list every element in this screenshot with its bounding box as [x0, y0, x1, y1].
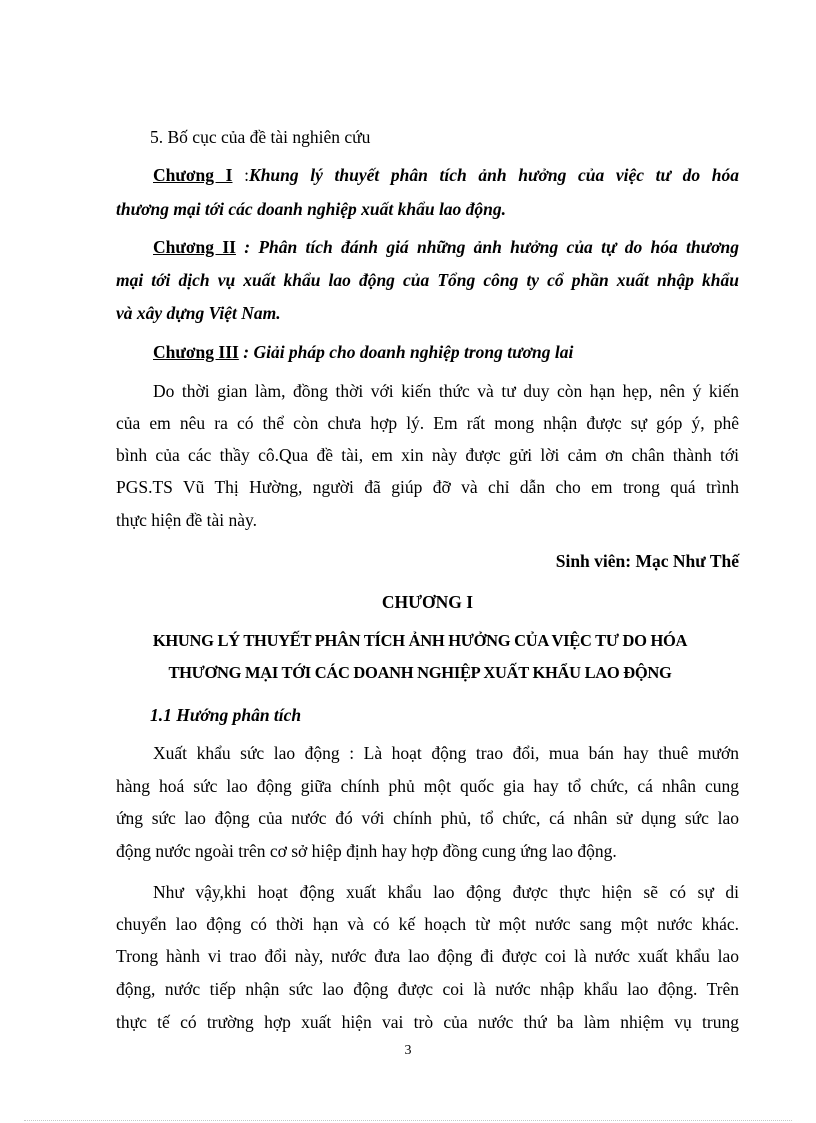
chapter-3-label: Chương III [153, 342, 239, 362]
page-number: 3 [404, 1043, 412, 1058]
chapter-2-label: Chương II [153, 237, 236, 257]
paragraph-line: thực hiện đề tài này. [116, 510, 258, 530]
chapter-2-outline-cont: mại tới dịch vụ xuất khẩu lao động của Tổng công ty cổ phần xuất nhập khẩu [116, 270, 739, 290]
paragraph-line: ứng sức lao động của nước đó với chính phủ, tổ chức, cá nhân sử dụng sức lao [116, 808, 739, 828]
chapter-1-outline-cont: thương mại tới các doanh nghiệp xuất khẩu lao động. [116, 199, 507, 219]
paragraph-line: PGS.TS Vũ Thị Hường, người đã giúp đỡ và chỉ dẫn cho em trong quá trình [116, 477, 739, 497]
chapter-2-outline-cont2: và xây dựng Việt Nam. [116, 303, 281, 323]
chapter-2-outline: Chương II : Phân tích đánh giá những ảnh hưởng của tự do hóa thương [153, 237, 739, 257]
chapter-3-outline: Chương III : Giải pháp cho doanh nghiệp trong tương lai [153, 342, 574, 362]
paragraph-line: thực tế có trường hợp xuất hiện vai trò của nước thứ ba làm nhiệm vụ trung [116, 1012, 739, 1032]
chapter-title-line: KHUNG LÝ THUYẾT PHÂN TÍCH ẢNH HƯỞNG CỦA VIỆC TƯ DO HÓA [152, 631, 688, 650]
chapter-heading: CHƯƠNG I [381, 592, 474, 612]
paragraph-line: động nước ngoài trên cơ sở hiệp định hay hợp đồng cung ứng lao động. [116, 841, 617, 861]
paragraph-line: của em nêu ra có thể còn chưa hợp lý. Em rất mong nhận được sự góp ý, phê [116, 413, 739, 433]
signature: Sinh viên: Mạc Như Thế [555, 551, 739, 571]
paragraph-line: chuyển lao động có thời hạn và có kế hoạch từ một nước sang một nước khác. [116, 914, 739, 934]
paragraph-line: Như vậy,khi hoạt động xuất khẩu lao động được thực hiện sẽ có sự di [153, 882, 739, 902]
paragraph-line: Trong hành vi trao đổi này, nước đưa lao động đi được coi là nước xuất khẩu lao [116, 946, 739, 966]
chapter-1-label: Chương I [153, 165, 233, 185]
paragraph-line: bình của các thầy cô.Qua đề tài, em xin này được gửi lời cảm ơn chân thành tới [116, 445, 739, 465]
section-heading: 5. Bố cục của đề tài nghiên cứu [150, 127, 371, 147]
paragraph-line: Xuất khẩu sức lao động : Là hoạt động trao đổi, mua bán hay thuê mướn [153, 743, 739, 763]
chapter-title-line: THƯƠNG MẠI TỚI CÁC DOANH NGHIỆP XUẤT KHẨU LAO ĐỘNG [168, 663, 672, 682]
paragraph-line: hàng hoá sức lao động giữa chính phủ một quốc gia hay tổ chức, cá nhân cung [116, 776, 739, 796]
paragraph-line: Do thời gian làm, đồng thời với kiến thức và tư duy còn hạn hẹp, nên ý kiến [153, 381, 739, 401]
page-bottom-divider [24, 1120, 792, 1121]
chapter-1-outline: Chương I :Khung lý thuyết phân tích ảnh hưởng của việc tư do hóa [153, 165, 739, 185]
subsection-heading: 1.1 Hướng phân tích [150, 705, 302, 725]
paragraph-line: động, nước tiếp nhận sức lao động được coi là nước nhập khẩu lao động. Trên [116, 979, 739, 999]
